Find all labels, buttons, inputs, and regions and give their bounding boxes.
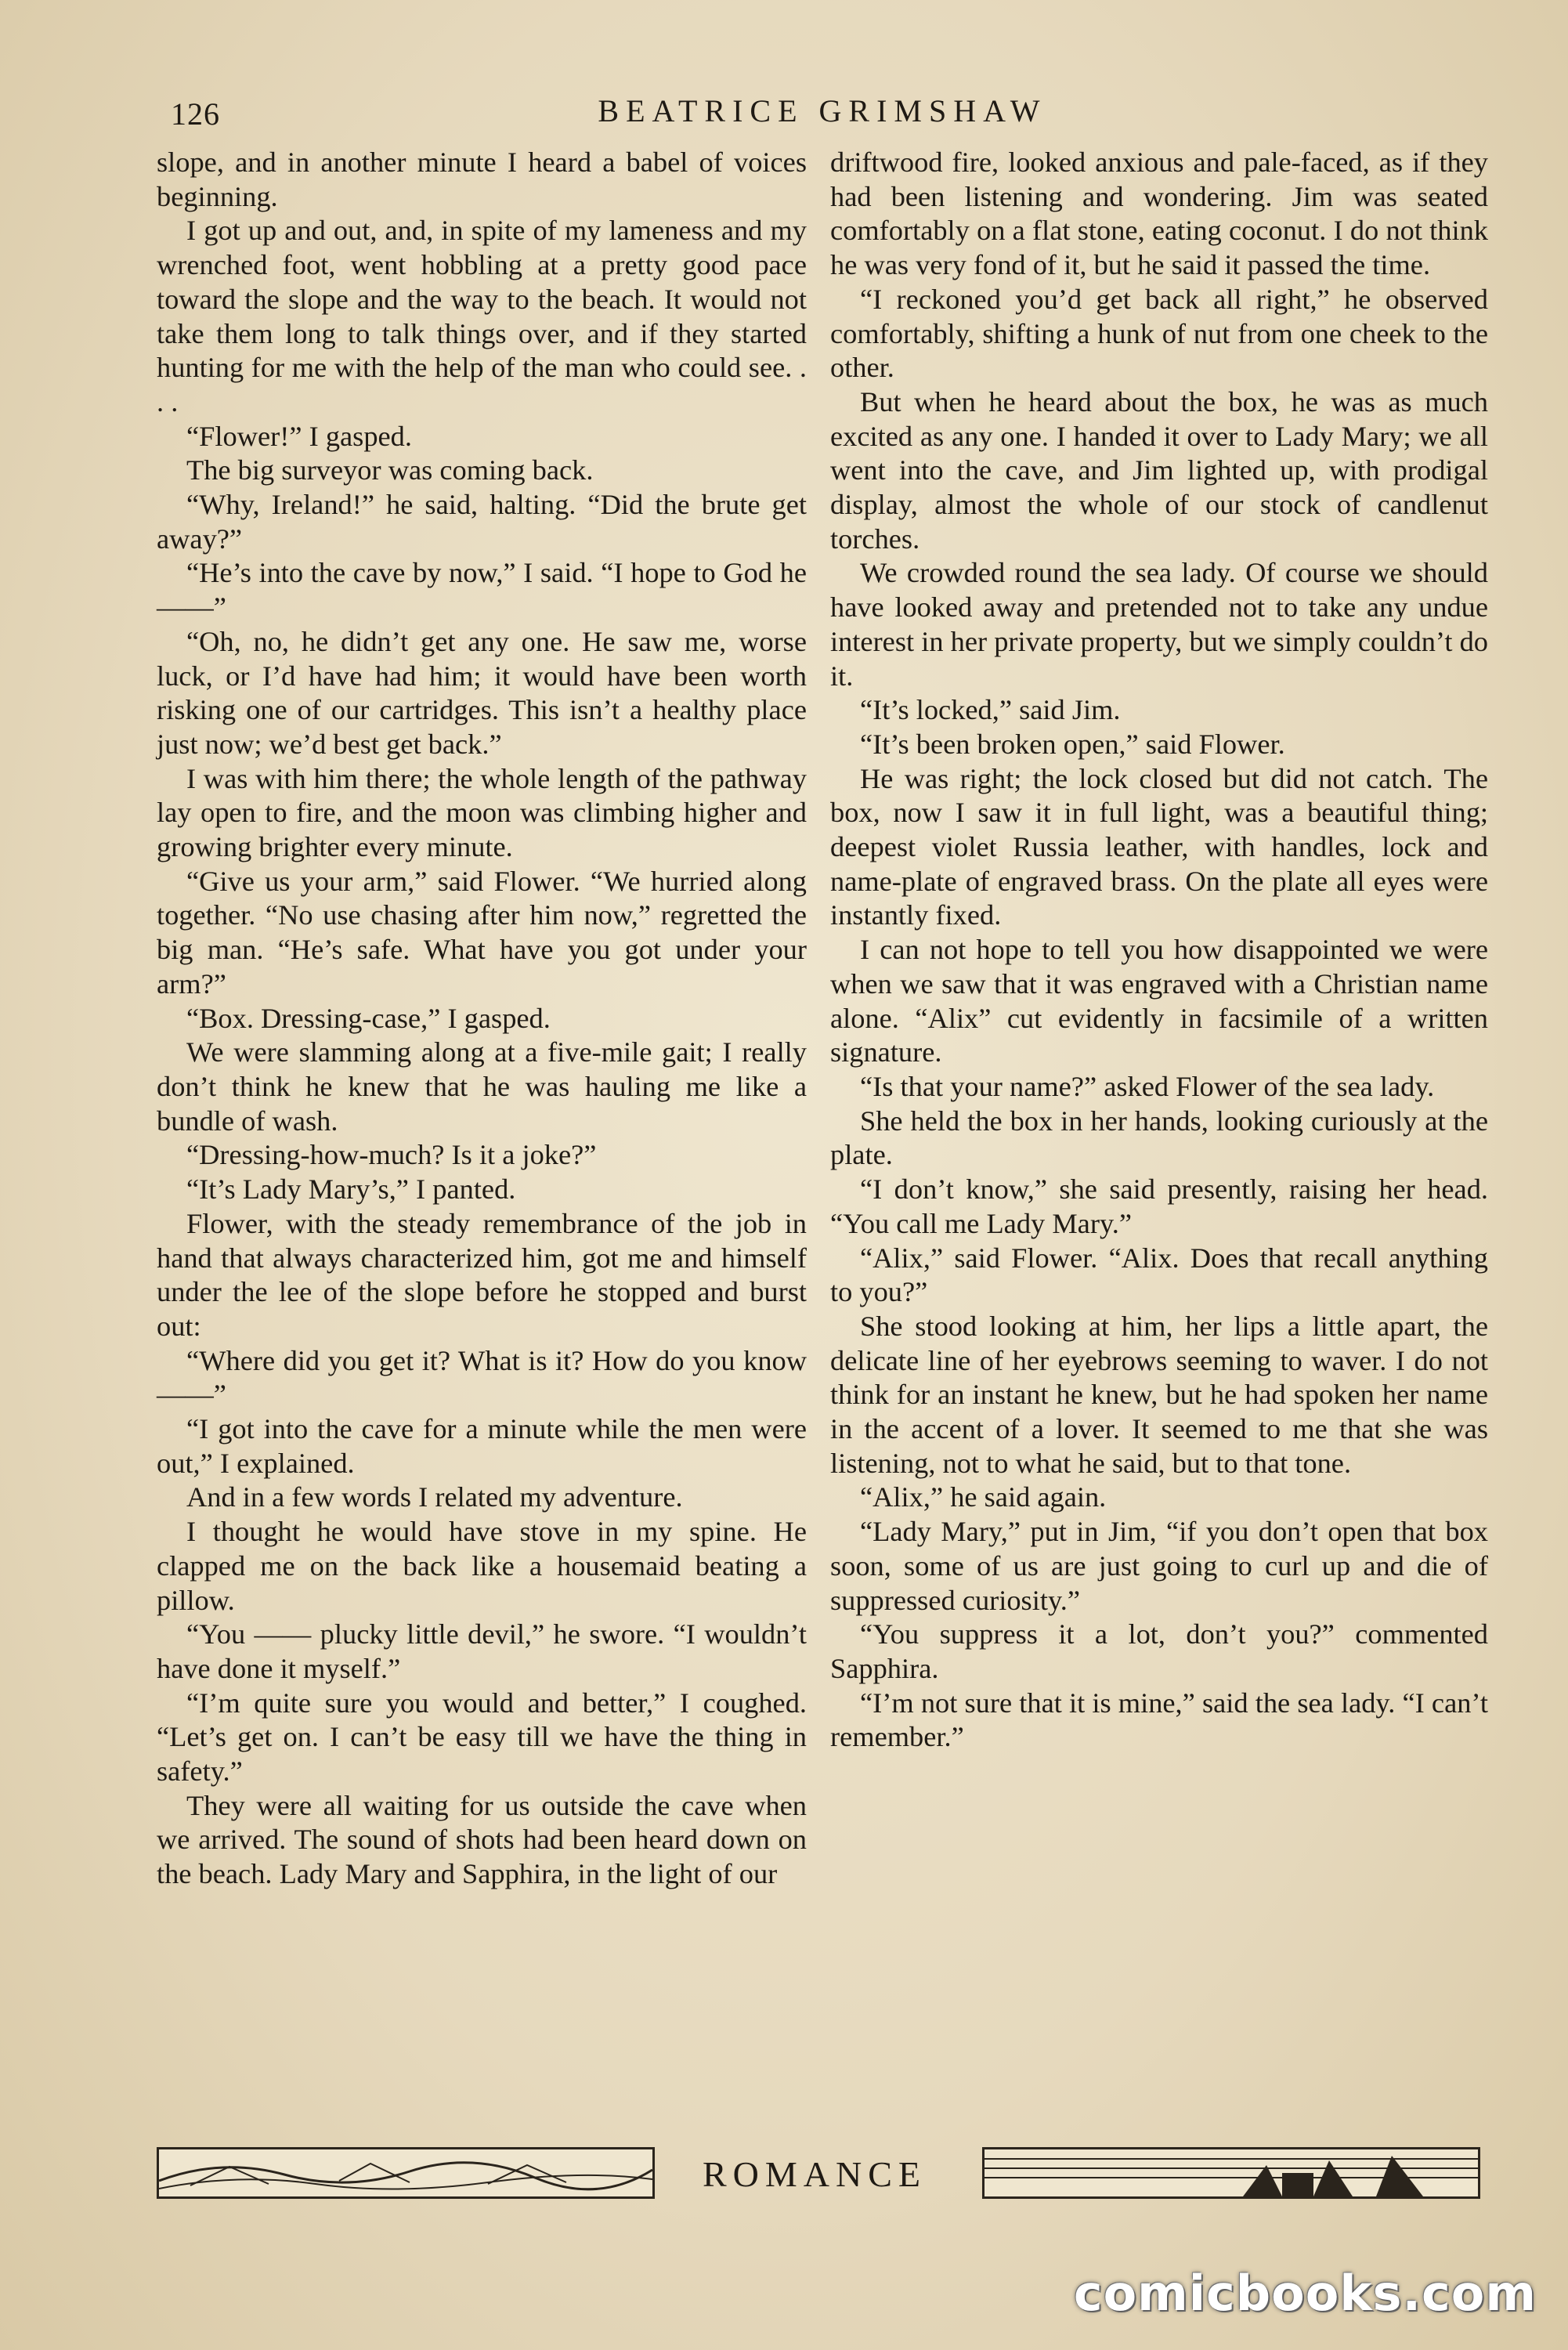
paragraph: “I don’t know,” she said presently, raising her head. “You call me Lady Mary.”	[830, 1173, 1488, 1239]
right-column	[830, 146, 1488, 1755]
paragraph: “Alix,” said Flower. “Alix. Does that recall anything to you?”	[830, 1242, 1488, 1308]
paragraph: I can not hope to tell you how disappointed we were when we saw that it was engraved with a Christian name alone. “Alix” cut evidently in facsimile of a written signature.	[830, 934, 1488, 1068]
paragraph: driftwood fire, looked anxious and pale-faced, as if they had been listening and wondering. Jim was seated comfortably on a flat stone, eating coconut. I do not think he was very fond of it, but he said it passed the time.	[830, 146, 1488, 281]
paragraph: “Dressing-how-much? Is it a joke?”	[186, 1139, 597, 1171]
paragraph: We crowded round the sea lady. Of course we should have looked away and pretended not to take any undue interest in her private property, but we simply couldn’t do it.	[830, 557, 1488, 692]
page-number: 126	[171, 96, 220, 132]
paragraph: “Where did you get it? What is it? How do you know——”	[157, 1344, 807, 1411]
page-header	[157, 92, 1488, 139]
paragraph: “Give us your arm,” said Flower. “We hurried along together. “No use chasing after him now,” regretted the big man. “He’s safe. What have you got under your arm?”	[157, 865, 807, 1000]
paragraph: “Is that your name?” asked Flower of the sea lady.	[860, 1070, 1435, 1102]
paragraph: I was with him there; the whole length of the pathway lay open to fire, and the moon was climbing higher and growing brighter every minute.	[157, 762, 807, 863]
running-head-author: BEATRICE GRIMSHAW	[598, 93, 1047, 128]
paragraph: “I reckoned you’d get back all right,” he observed comfortably, shifting a hunk of nut from one cheek to the other.	[830, 283, 1488, 384]
paragraph: The big surveyor was coming back.	[186, 454, 594, 486]
paragraph: Flower, with the steady remembrance of the job in hand that always characterized him, got me and himself under the lee of the slope before he stopped and burst out:	[157, 1207, 807, 1342]
paragraph: “Why, Ireland!” he said, halting. “Did the brute get away?”	[157, 489, 807, 555]
paragraph: I thought he would have stove in my spine. He clapped me on the back like a housemaid beating a pillow.	[157, 1516, 807, 1616]
paragraph: She held the box in her hands, looking curiously at the plate.	[830, 1104, 1488, 1171]
paragraph: “It’s Lady Mary’s,” I panted.	[186, 1173, 516, 1206]
watermark-logo: comicbooks.com	[1073, 2265, 1537, 2322]
paragraph: “He’s into the cave by now,” I said. “I hope to God he——”	[157, 557, 807, 624]
paragraph: She stood looking at him, her lips a little apart, the delicate line of her eyebrows seeming to waver. I do not think for an instant he knew, but he had spoken her name in the accent of a lover. It seemed to me that she was listening, not to what he said, but to that tone.	[830, 1310, 1488, 1479]
paragraph: And in a few words I related my adventure.	[186, 1481, 683, 1513]
paragraph: “I’m not sure that it is mine,” said the sea lady. “I can’t remember.”	[830, 1687, 1488, 1753]
paragraph: I got up and out, and, in spite of my lameness and my wrenched foot, went hobbling at a pretty good pace toward the slope and the way to the beach. It would not take them long to talk things over, and if they started hunting for me with the help of the man who could see. . . .	[157, 215, 807, 418]
footer-ornament-right	[982, 2147, 1480, 2199]
paragraph: We were slamming along at a five-mile gait; I really don’t think he knew that he was hauling me like a bundle of wash.	[157, 1036, 807, 1137]
paragraph: “It’s been broken open,” said Flower.	[860, 728, 1285, 760]
paragraph: “I got into the cave for a minute while the men were out,” I explained.	[157, 1413, 807, 1479]
page-footer	[149, 2142, 1480, 2205]
paragraph: “Alix,” he said again.	[860, 1481, 1107, 1513]
paragraph: “Flower!” I gasped.	[186, 420, 412, 452]
paragraph: “You —— plucky little devil,” he swore. “I wouldn’t have done it myself.”	[157, 1618, 807, 1684]
paragraph: “I’m quite sure you would and better,” I coughed. “Let’s get on. I can’t be easy till we have the thing in safety.”	[157, 1687, 807, 1788]
paragraph: “It’s locked,” said Jim.	[860, 694, 1121, 726]
magazine-title: ROMANCE	[702, 2154, 927, 2194]
paragraph: “You suppress it a lot, don’t you?” commented Sapphira.	[830, 1618, 1488, 1684]
paragraph: They were all waiting for us outside the cave when we arrived. The sound of shots had been heard down on the beach. Lady Mary and Sapphira, in the light of our	[157, 1789, 807, 1890]
paragraph: slope, and in another minute I heard a babel of voices beginning.	[157, 146, 807, 212]
paragraph: But when he heard about the box, he was as much excited as any one. I handed it over to Lady Mary; we all went into the cave, and Jim lighted up, with prodigal display, almost the whole of our stock of candlenut torches.	[830, 385, 1488, 555]
paragraph: He was right; the lock closed but did not catch. The box, now I saw it in full light, was a beautiful thing; deepest violet Russia leather, with handles, lock and name-plate of engraved brass. On the plate all eyes were instantly fixed.	[830, 762, 1488, 931]
paragraph: “Oh, no, he didn’t get any one. He saw me, worse luck, or I’d have had him; it would have been worth risking one of our cartridges. This isn’t a healthy place just now; we’d best get back.”	[157, 625, 807, 760]
paragraph: “Lady Mary,” put in Jim, “if you don’t open that box soon, some of us are just going to curl up and die of suppressed curiosity.”	[830, 1516, 1488, 1616]
paragraph: “Box. Dressing-case,” I gasped.	[186, 1002, 551, 1034]
left-column	[157, 146, 807, 1892]
